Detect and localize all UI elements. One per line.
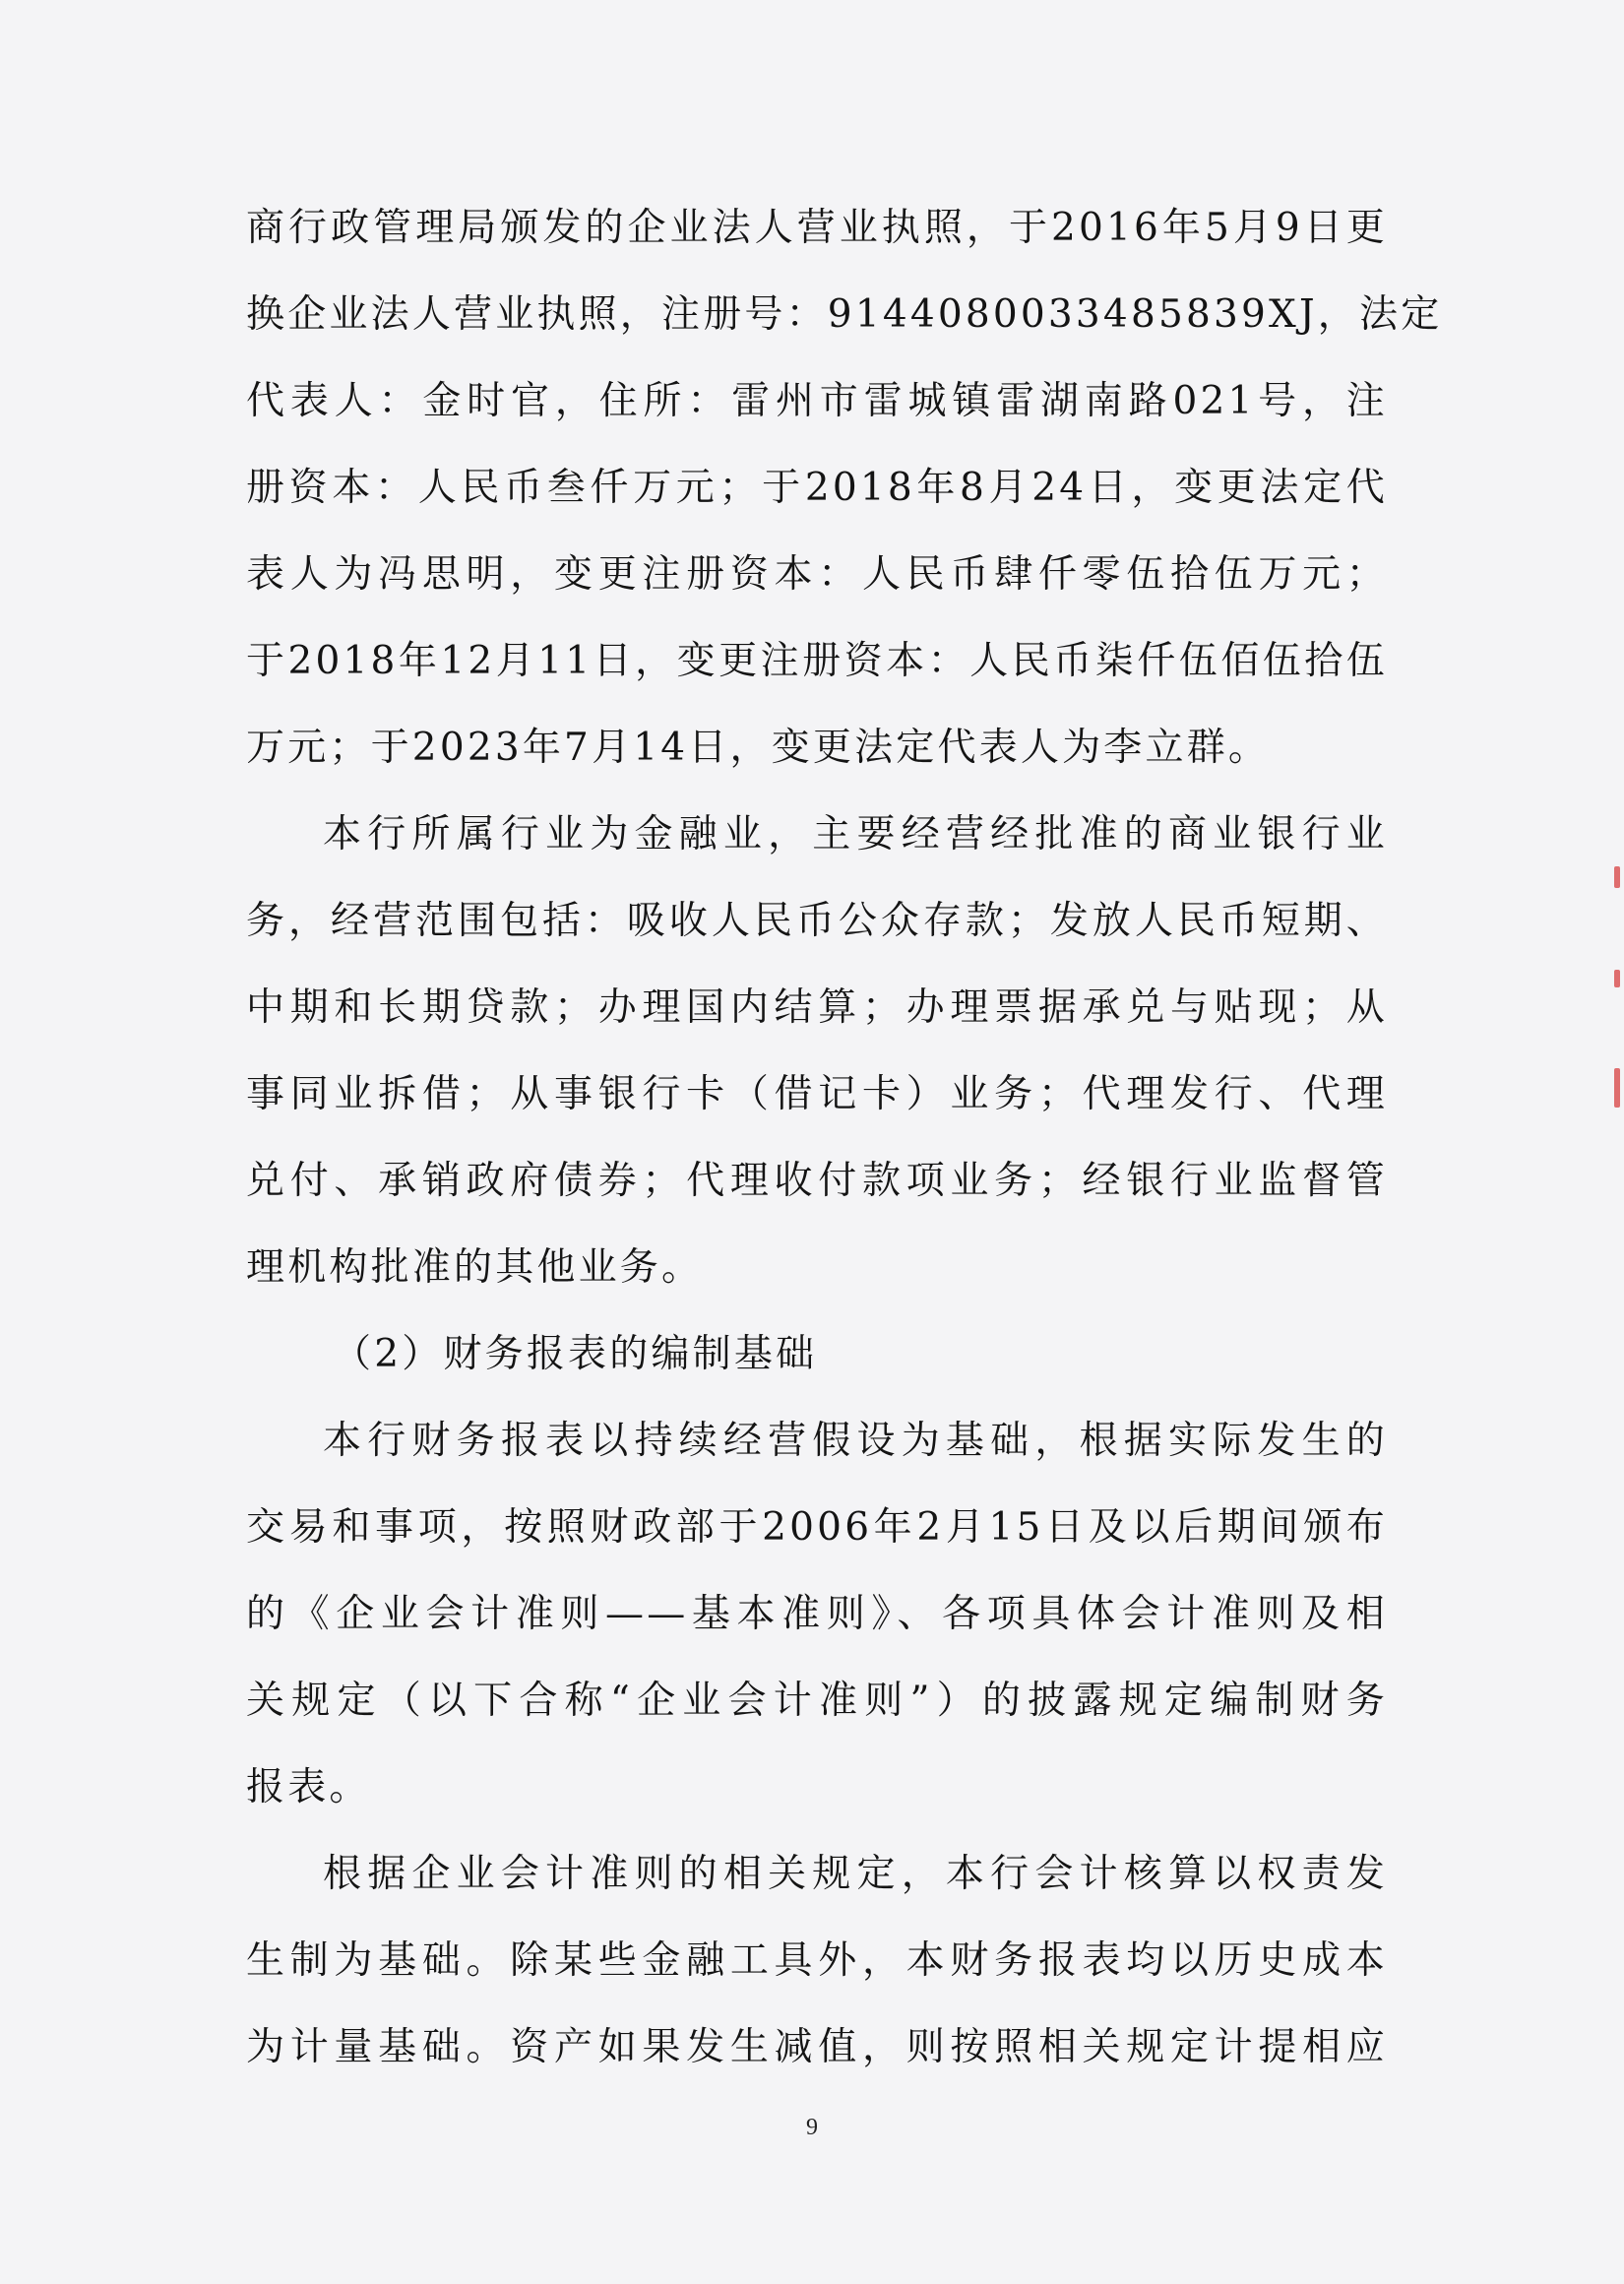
text-line: 兑付、承销政府债券；代理收付款项业务；经银行业监督管 (246, 1159, 1388, 1203)
text-line: 交易和事项，按照财政部于2006年2月15日及以后期间颁布 (246, 1505, 1388, 1550)
text-line: 于2018年12月11日，变更注册资本：人民币柒仟伍佰伍拾伍 (246, 639, 1388, 683)
seal-edge-mark (1614, 866, 1620, 888)
section-heading: （2）财务报表的编制基础 (333, 1332, 818, 1376)
paragraph-start-line: 本行财务报表以持续经营假设为基础，根据实际发生的 (323, 1419, 1388, 1463)
seal-edge-mark (1614, 970, 1620, 987)
text-line: 的《企业会计准则——基本准则》、各项具体会计准则及相 (246, 1592, 1388, 1636)
text-line: 事同业拆借；从事银行卡（借记卡）业务；代理发行、代理 (246, 1072, 1388, 1116)
text-line: 表人为冯思明，变更注册资本：人民币肆仟零伍拾伍万元； (246, 552, 1388, 597)
text-line: 为计量基础。资产如果发生减值，则按照相关规定计提相应 (246, 2025, 1388, 2069)
page-number: 9 (806, 2115, 818, 2140)
text-line: 生制为基础。除某些金融工具外，本财务报表均以历史成本 (246, 1938, 1388, 1983)
paragraph-start-line: 根据企业会计准则的相关规定，本行会计核算以权责发 (323, 1852, 1388, 1896)
text-line: 中期和长期贷款；办理国内结算；办理票据承兑与贴现；从 (246, 985, 1388, 1030)
seal-edge-mark (1614, 1068, 1620, 1108)
text-line: 商行政管理局颁发的企业法人营业执照，于2016年5月9日更 (246, 206, 1388, 250)
body-text (246, 185, 1443, 2091)
text-line: 代表人：金时官，住所：雷州市雷城镇雷湖南路021号，注 (246, 379, 1388, 423)
paragraph-start-line: 本行所属行业为金融业，主要经营经批准的商业银行业 (323, 812, 1388, 856)
text-line: 理机构批准的其他业务。 (246, 1245, 704, 1290)
text-line: 万元；于2023年7月14日，变更法定代表人为李立群。 (246, 726, 1271, 770)
text-line: 册资本：人民币叁仟万元；于2018年8月24日，变更法定代 (246, 466, 1388, 510)
text-line: 换企业法人营业执照，注册号：9144080033485839XJ，法定 (246, 292, 1443, 337)
text-line: 报表。 (246, 1765, 371, 1809)
text-line: 务，经营范围包括：吸收人民币公众存款；发放人民币短期、 (246, 899, 1388, 943)
text-line: 关规定（以下合称“企业会计准则”）的披露规定编制财务 (246, 1679, 1388, 1723)
